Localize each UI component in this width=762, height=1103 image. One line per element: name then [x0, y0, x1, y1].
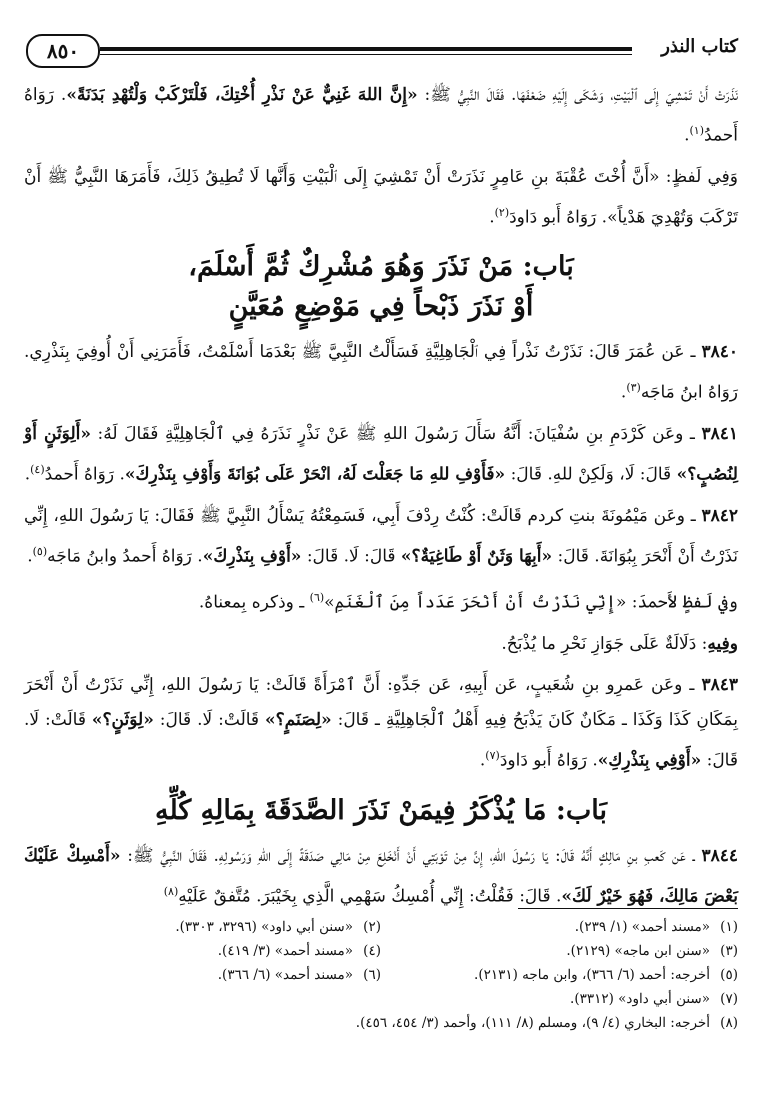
footnote: [24, 915, 381, 939]
chapter-heading-line: بَاب: مَا يُذْكَرُ فِيمَنْ نَذَرَ الصَّدَقَةَ بِمَالِهِ كُلِّهِ: [154, 794, 607, 826]
hadith-number: ٣٨٤١: [701, 423, 739, 444]
text-run: . قَالَ: فَقُلْتُ: إِنِّي أُمْسِكُ سَهْمِي الَّذِي بِخَيْبَرَ. مُتَّفقٌ عَلَيْهِ: [178, 886, 562, 907]
hadith-3842: [24, 499, 738, 575]
footnote-ref: (٥): [32, 544, 48, 558]
text-run: .: [684, 125, 690, 146]
hadith-3844: [24, 839, 738, 915]
paragraph-variant-wording: [24, 160, 738, 236]
footnote-ref: (٨): [163, 884, 179, 898]
footnote: [24, 939, 381, 963]
text-run: قَالَتْ: لَا. قَالَ:: [153, 709, 266, 730]
text-run: .: [479, 750, 486, 771]
chapter-heading: [24, 791, 738, 831]
text-run: قَالَتْ: لَا. قَالَ:: [24, 709, 738, 771]
hadith-number: ٣٨٤٤: [701, 845, 739, 866]
footnote-text: «مسند أحمد» (٣/ ٤١٩).: [217, 943, 353, 959]
footnote: [24, 963, 381, 987]
note-label: وفِيهِ: [707, 633, 738, 654]
book-title: كتاب النذر: [661, 36, 738, 57]
header-rule: [100, 47, 632, 51]
hadith-quote: «أَلِوَثَنٍ أَوْ لِنُصُبٍ؟»: [24, 423, 738, 485]
footnote-number: (٧): [720, 991, 738, 1007]
footnote: [24, 987, 738, 1011]
hadith-quote: «أَبِهَا وَثَنٌ أَوْ طَاغِيَةٌ؟»: [400, 546, 553, 567]
text-run: ـ وعَن عَمرِو بنِ شُعَيبٍ، عَن أَبِيهِ، عَن جَدِّهِ: أَنَّ ٱمْرَأَةً قَالَتْ: يَا رَسُولَ اللهِ، إِنِّي نَذَرْتُ أَنْ أَنْحَرَ بِمَكَانِ كَذَا وَكَذَا ـ مَكَانٌ كَانَ يَذْبَحُ فِيهِ أَهْلُ ٱلْجَاهِلِيَّةِ ـ قَالَ:: [24, 674, 738, 730]
text-run: .: [24, 464, 31, 485]
text-run: . رَوَاهُ أَحمدُ وابنُ مَاجَه: [47, 546, 203, 567]
text-run: : دَلَالَةٌ عَلَى جَوَازِ نَحْرِ ما يُذْبَحُ.: [501, 633, 708, 654]
hadith-3843: [24, 668, 738, 779]
footnote-row: [24, 939, 738, 963]
hadith-quote: «لِوَثَنٍ؟»: [91, 709, 154, 730]
text-run: .: [620, 382, 627, 403]
footnote-number: (٥): [720, 967, 738, 983]
footnote-number: (٤): [363, 943, 381, 959]
text-run: ـ عَن عُمَرَ قَالَ: نَذَرْتُ نَذْراً فِي ٱلْجَاهِلِيَّةِ فَسَأَلْتُ النَّبِيَّ ﷺ بَعْدَمَا أَسْلَمْتُ، فَأَمَرَنِي أَنْ أُوفِيَ بِنَذْرِي. رَوَاهُ ابنُ مَاجَه: [24, 342, 738, 403]
text-run: ـ عَن كَعبِ بنِ مَالِكٍ أَنَّهُ قَالَ: يَا رَسُولَ اللهِ، إِنَّ مِنْ تَوْبَتِي أَنْ أَنْخَلِعَ مِنْ مَالِي صَدَقَةً إِلَى اللهِ وَرَسُولِهِ. فَقَالَ النَّبِيُّ ﷺ:: [120, 845, 702, 866]
footnote-text: «مسند أحمد» (١/ ٢٣٩).: [574, 919, 710, 935]
footnote-number: (١): [720, 919, 738, 935]
footnote-text: أخرجه: البخاري (٤/ ٩)، ومسلم (٨/ ١١١)، وأحمد (٣/ ٤٥٤، ٤٥٦).: [355, 1015, 710, 1031]
text-run: ـ وذكره بِمعناهُ.: [198, 592, 310, 613]
hadith-quote: «فَأَوْفِ للهِ مَا جَعَلْتَ لَهُ، انْحَرْ عَلَى بُوَانَةَ وَأَوْفِ بِنَذْرِكَ»: [124, 464, 506, 485]
hadith-quote: «أَوْفِي بِنَذْرِكِ»: [597, 750, 702, 771]
hadith-quote: «لِصَنَمٍ؟»: [265, 709, 332, 730]
footnote: [381, 963, 738, 987]
footnotes: [24, 915, 738, 1035]
chapter-heading-line: بَاب: مَنْ نَذَرَ وَهُوَ مُشْرِكٌ ثُمَّ أَسْلَمَ،: [188, 251, 574, 283]
footnote-number: (٣): [720, 943, 738, 959]
footnote-ref: (٤): [30, 462, 45, 476]
footnote-ref: (٦): [309, 591, 325, 605]
text-run: .: [489, 207, 495, 228]
hadith-number: ٣٨٤٢: [701, 505, 738, 526]
footnote-divider: [518, 908, 738, 909]
chapter-heading-line: أَوْ نَذَرَ ذَبْحاً فِي مَوْضِعٍ مُعَيَّنٍ: [228, 291, 534, 323]
footnote-text: «سنن أبي داود» (٣٣١٢).: [570, 991, 710, 1007]
text-run: . رَوَاهُ أَحمدُ: [44, 464, 125, 485]
text-run: وفي لَفظٍ لأَحمدَ: «إِنِّي نَذَرْتُ أَنْ أَنْحَرَ عَدَداً مِنَ ٱلْغَنَمِ»: [324, 592, 738, 613]
paragraph-note: [24, 627, 738, 662]
footnote-row: [24, 1011, 738, 1035]
footnote-ref: (١): [689, 124, 705, 137]
hadith-quote: «أَوْفِ بِنَذْرِكَ»: [202, 546, 302, 567]
footnote-text: أخرجه: أحمد (٦/ ٣٦٦)، وابن ماجه (٢١٣١).: [474, 967, 710, 983]
text-run: قَالَ: لَا، وَلَكِنْ للهِ. قَالَ:: [505, 464, 677, 485]
footnote: [381, 915, 738, 939]
hadith-3841: [24, 417, 738, 493]
footnote-text: «سنن ابن ماجه» (٢١٢٩).: [566, 943, 710, 959]
footnote: [24, 1011, 738, 1035]
footnote-ref: (٢): [494, 205, 510, 219]
hadith-3840: [24, 335, 738, 411]
hadith-number: ٣٨٤٣: [701, 674, 738, 695]
page-header: [20, 30, 742, 74]
footnote-text: «سنن أبي داود» (٣٢٩٦، ٣٣٠٣).: [175, 919, 353, 935]
text-run: . رَوَاهُ أَحمدُ: [24, 85, 738, 146]
text-run: وَفِي لَفظٍ: «أَنَّ أُخْتَ عُقْبَةَ بنِ عَامِرٍ نَذَرَتْ أَنْ تَمْشِيَ إِلَى ٱلْبَيْتِ وَأَنَّها لَا تُطِيقُ ذَلِكَ، فَأَمَرَهَا النَّبِيُّ ﷺ أَنْ تَرْكَبَ وَتُهْدِيَ هَدْياً». رَوَاهُ أَبو دَاودَ: [24, 166, 738, 228]
footnote-ref: (٧): [485, 748, 500, 762]
page-number: ٨٥٠: [26, 34, 100, 68]
paragraph-ahmad-wording: [24, 580, 738, 621]
header-rule-thin: [100, 54, 632, 55]
hadith-quote: «إِنَّ اللهَ غَنِيٌّ عَنْ نَذْرِ أُخْتِكَ، فَلْتَرْكَبْ وَلْتُهْدِ بَدَنَةً»: [66, 85, 418, 105]
chapter-heading: [24, 247, 738, 327]
hadith-number: ٣٨٤٠: [701, 342, 738, 363]
footnote-row: [24, 987, 738, 1011]
text-run: . رَوَاهُ أَبو دَاودَ: [499, 750, 598, 771]
footnote-ref: (٣): [626, 381, 641, 395]
text-run: قَالَ: لَا. قَالَ:: [301, 546, 401, 567]
text-run: .: [27, 546, 33, 567]
paragraph-continuation: [24, 78, 738, 154]
main-text: [24, 78, 738, 920]
text-run: نَذَرَتْ أَنْ تَمْشِيَ إِلَى ٱلْبَيْتِ، وَشَكَى إِلَيْهِ ضَعْفَهَا. فَقَالَ النَّبِيُّ ﷺ:: [417, 85, 739, 105]
footnote: [381, 939, 738, 963]
hadith-quote: «أَمْسِكْ عَلَيْكَ بَعْضَ مَالِكَ، فَهُوَ خَيْرٌ لَكَ»: [24, 845, 738, 907]
text-run: ـ وعَن مَيْمُونَةَ بنتِ كردم قَالَتْ: كُنْتُ رِدْفَ أَبِي، فَسَمِعْتُهُ يَسْأَلُ النَّبِيَّ ﷺ فَقَالَ: يَا رَسُولَ اللهِ، إِنِّي نَذَرْتُ أَنْ أَنْحَرَ بِبُوَانَةَ. قَالَ:: [24, 505, 738, 567]
footnote-text: «مسند أحمد» (٦/ ٣٦٦).: [217, 967, 353, 983]
text-run: ـ وعَن كَرْدَمِ بنِ سُفْيَانَ: أَنَّهُ سَأَلَ رَسُولَ اللهِ ﷺ عَنْ نَذْرٍ نَذَرَهُ فِي ٱلْجَاهِلِيَّةِ فَقَالَ لَهُ:: [91, 423, 702, 444]
footnote-number: (٦): [363, 967, 381, 983]
footnote-number: (٢): [363, 919, 381, 935]
footnote-row: [24, 915, 738, 939]
footnote-number: (٨): [720, 1015, 738, 1031]
footnote-row: [24, 963, 738, 987]
